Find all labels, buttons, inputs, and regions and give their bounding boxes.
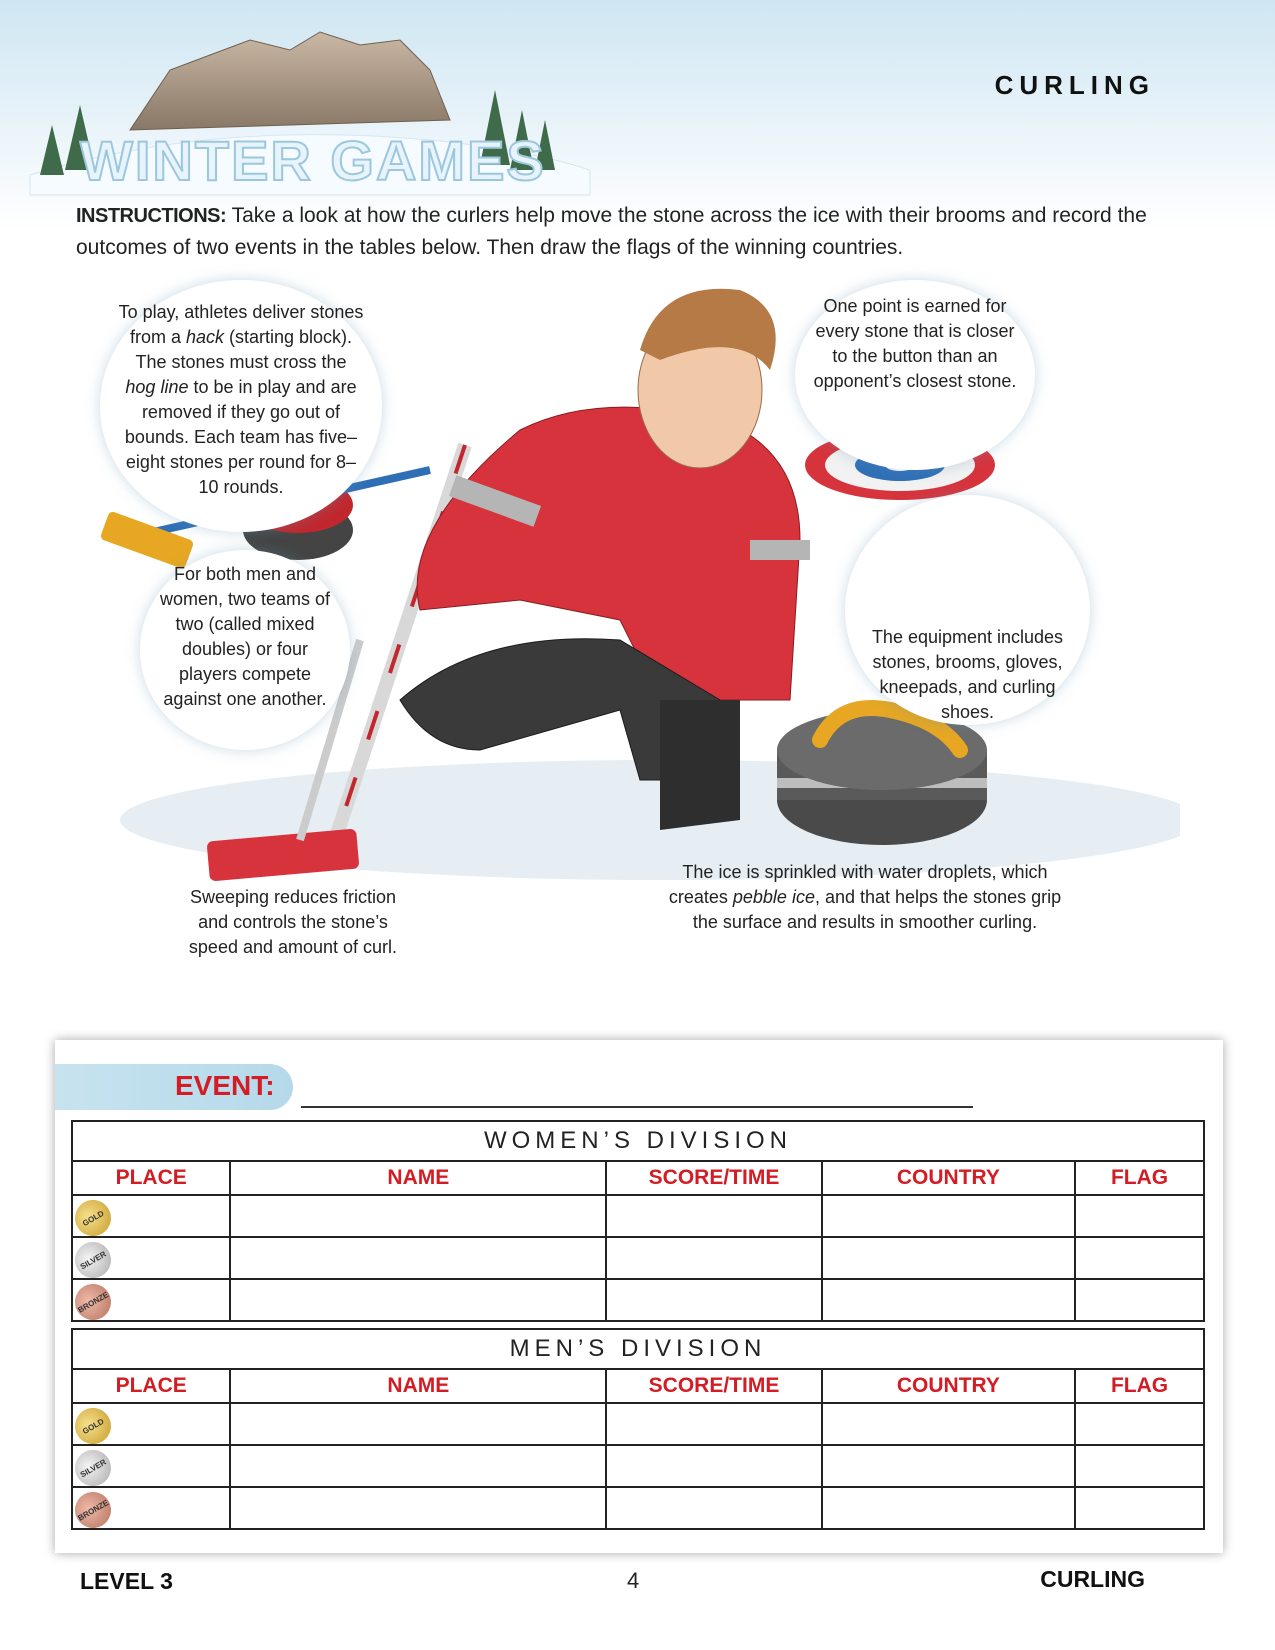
fact-ice-text-2: , and that helps the stones grip the surface and results in smoother curling. — [692, 887, 1062, 932]
curling-scene — [100, 280, 1180, 1020]
name-cell[interactable] — [230, 1487, 606, 1529]
score-cell[interactable] — [606, 1237, 821, 1279]
place-cell — [72, 1445, 230, 1487]
footer-topic: CURLING — [1040, 1566, 1145, 1592]
place-cell — [72, 1279, 230, 1321]
country-cell[interactable] — [822, 1403, 1075, 1445]
country-cell[interactable] — [822, 1237, 1075, 1279]
name-cell[interactable] — [230, 1195, 606, 1237]
flag-cell[interactable] — [1075, 1445, 1204, 1487]
bronze-medal-icon: BRONZE — [68, 1485, 117, 1534]
table-row — [72, 1445, 1204, 1487]
name-cell[interactable] — [230, 1445, 606, 1487]
flag-cell[interactable] — [1075, 1279, 1204, 1321]
gold-medal-icon: GOLD — [68, 1193, 117, 1242]
score-cell[interactable] — [606, 1195, 821, 1237]
womens-division-table — [71, 1120, 1205, 1322]
column-place: PLACE — [72, 1369, 230, 1403]
column-country: COUNTRY — [822, 1369, 1075, 1403]
fact-ice-caption — [665, 860, 1065, 935]
fact-bubble-points — [795, 280, 1035, 470]
table-row — [72, 1195, 1204, 1237]
section-label: CURLING — [994, 70, 1155, 100]
column-score-time: SCORE/TIME — [606, 1161, 821, 1195]
place-cell — [72, 1195, 230, 1237]
silver-medal-icon: SILVER — [68, 1235, 117, 1284]
bronze-medal-icon: BRONZE — [68, 1277, 117, 1326]
fact-sweeping-caption: Sweeping reduces friction and controls the stone’s speed and amount of curl. — [188, 887, 398, 957]
instructions-lead: INSTRUCTIONS: — [76, 205, 227, 227]
flag-cell[interactable] — [1075, 1195, 1204, 1237]
column-place: PLACE — [72, 1161, 230, 1195]
fact-bubble-teams — [140, 550, 350, 750]
score-cell[interactable] — [606, 1279, 821, 1321]
fact-bubble-equipment — [845, 495, 1090, 725]
column-flag: FLAG — [1075, 1161, 1204, 1195]
flag-cell[interactable] — [1075, 1487, 1204, 1529]
column-flag: FLAG — [1075, 1369, 1204, 1403]
fact-bubble-hack — [100, 280, 382, 532]
country-cell[interactable] — [822, 1445, 1075, 1487]
fact-ice-text-1: The ice is sprinkled with water droplets, which creates — [668, 862, 1048, 907]
fact-hack-text-1: To play, athletes deliver stones from a — [118, 302, 364, 347]
fact-equipment-text: The equipment includes stones, brooms, gloves, kneepads, and curling shoes. — [871, 627, 1064, 722]
country-cell[interactable] — [822, 1279, 1075, 1321]
name-cell[interactable] — [230, 1279, 606, 1321]
fact-hack-term-hog-line: hog line — [125, 377, 189, 397]
table-row — [72, 1279, 1204, 1321]
place-cell — [72, 1487, 230, 1529]
fact-hack-text-2: (starting block). The stones must cross the — [135, 327, 353, 372]
score-cell[interactable] — [606, 1445, 821, 1487]
score-cell[interactable] — [606, 1403, 821, 1445]
table-row — [72, 1487, 1204, 1529]
table-row — [72, 1237, 1204, 1279]
banner-title: WINTER GAMES — [80, 129, 546, 192]
table-row — [72, 1403, 1204, 1445]
division-title: MEN’S DIVISION — [72, 1329, 1204, 1369]
fact-ice-term: pebble ice — [732, 887, 815, 907]
country-cell[interactable] — [822, 1487, 1075, 1529]
page-number: 4 — [627, 1568, 640, 1593]
silver-medal-icon: SILVER — [68, 1443, 117, 1492]
place-cell — [72, 1237, 230, 1279]
flag-cell[interactable] — [1075, 1403, 1204, 1445]
division-title: WOMEN’S DIVISION — [72, 1121, 1204, 1161]
fact-hack-text-3: to be in play and are removed if they go out of bounds. Each team has five–eight stones per round for 8–10 rounds. — [124, 377, 358, 497]
place-cell — [72, 1403, 230, 1445]
results-worksheet — [55, 1040, 1223, 1553]
instructions-text: Take a look at how the curlers help move the stone across the ice with their brooms and record the outcomes of two events in the tables below. Then draw the flags of the winning countries. — [76, 204, 1147, 259]
column-country: COUNTRY — [822, 1161, 1075, 1195]
fact-hack-term-hack: hack — [185, 327, 224, 347]
flag-cell[interactable] — [1075, 1237, 1204, 1279]
name-cell[interactable] — [230, 1403, 606, 1445]
score-cell[interactable] — [606, 1487, 821, 1529]
mens-division-table — [71, 1328, 1205, 1530]
event-label: EVENT: — [175, 1070, 275, 1101]
country-cell[interactable] — [822, 1195, 1075, 1237]
column-name: NAME — [230, 1161, 606, 1195]
column-score-time: SCORE/TIME — [606, 1369, 821, 1403]
event-name-field[interactable] — [301, 1106, 973, 1108]
fact-points-text: One point is earned for every stone that is closer to the button than an opponent’s closest stone. — [813, 296, 1017, 391]
column-name: NAME — [230, 1369, 606, 1403]
winter-games-banner — [10, 10, 610, 200]
footer-level: LEVEL 3 — [80, 1568, 173, 1594]
fact-teams-text: For both men and women, two teams of two (called mixed doubles) or four players compete against one another. — [159, 564, 331, 709]
name-cell[interactable] — [230, 1237, 606, 1279]
instructions — [76, 200, 1196, 264]
gold-medal-icon: GOLD — [68, 1401, 117, 1450]
